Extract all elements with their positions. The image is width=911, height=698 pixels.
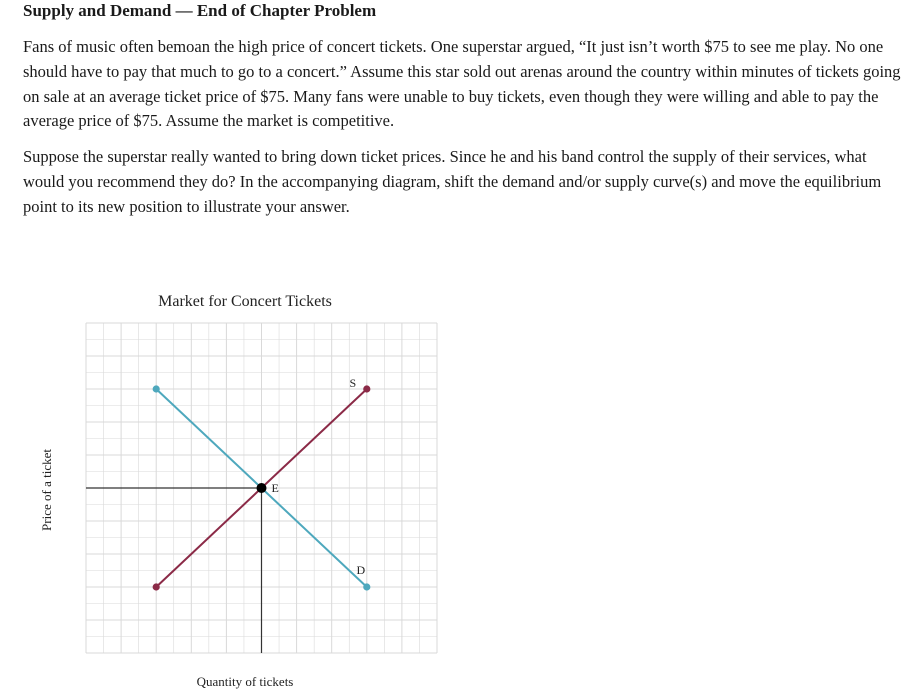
- problem-title: Supply and Demand — End of Chapter Problem: [23, 1, 377, 20]
- equilibrium-label: E: [271, 481, 279, 495]
- supply-endpoint-handle[interactable]: [153, 583, 160, 590]
- demand-endpoint-handle[interactable]: [363, 583, 370, 590]
- equilibrium-point[interactable]: [257, 483, 267, 493]
- supply-endpoint-handle[interactable]: [363, 385, 370, 392]
- chart-title: Market for Concert Tickets: [158, 293, 332, 310]
- supply-curve-label: S: [349, 376, 357, 390]
- x-axis-label: Quantity of tickets: [196, 674, 294, 689]
- demand-curve-label: D: [356, 563, 366, 577]
- demand-endpoint-handle[interactable]: [153, 385, 160, 392]
- y-axis-label: Price of a ticket: [39, 449, 54, 531]
- problem-paragraph-context: Fans of music often bemoan the high price of concert tickets. One superstar argued, “It just isn’t worth $75 to see me play. No one should have to pay that much to go to a concert.” Assume this star sold out arenas around the country within minutes of tickets going on sale at an average ticket price of $75. Many fans were unable to buy tickets, even though they were willing and able to pay the average price of $75. Assume the market is competitive.: [23, 37, 901, 131]
- supply-demand-chart[interactable]: [0, 280, 470, 698]
- problem-paragraph-question: Suppose the superstar really wanted to bring down ticket prices. Since he and his band control the supply of their services, what would you recommend they do? In the accompanying diagram, shift the demand and/or supply curve(s) and move the equilibrium point to its new position to illustrate your answer.: [23, 147, 882, 216]
